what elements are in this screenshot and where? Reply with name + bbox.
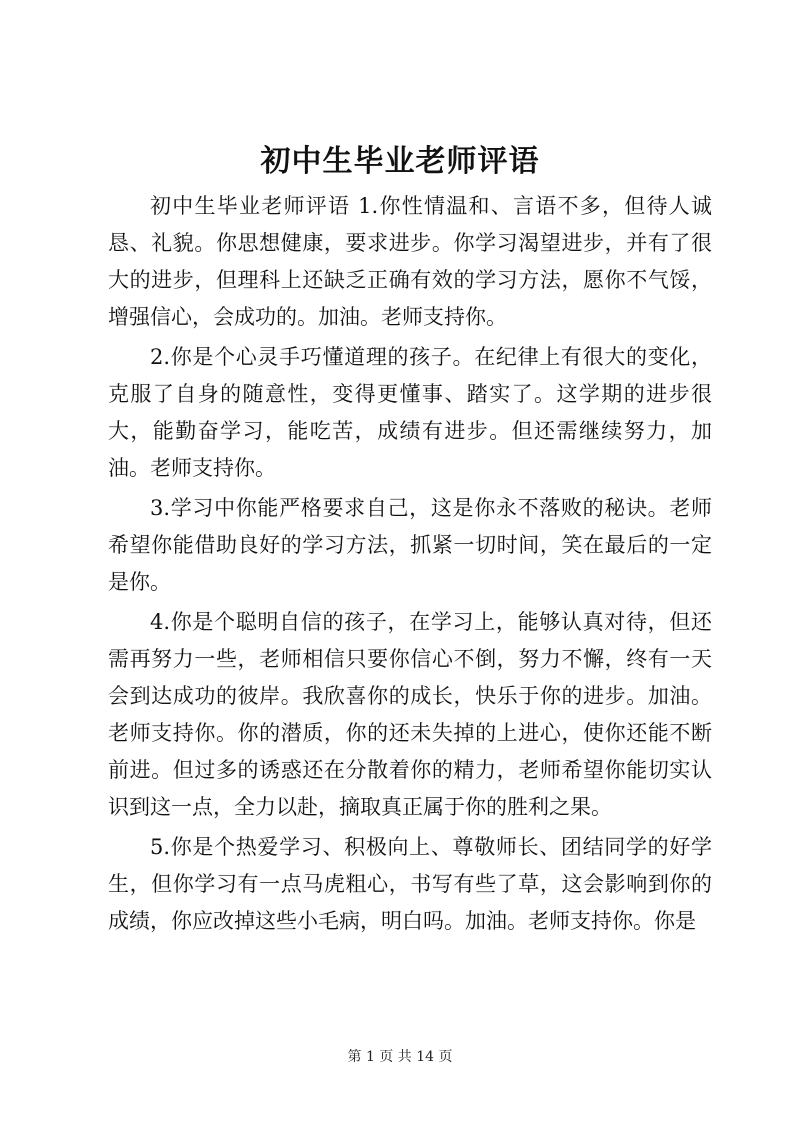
paragraph-5: 5.你是个热爱学习、积极向上、尊敬师长、团结同学的好学生，但你学习有一点马虎粗心，书写有些了草，这会影响到你的成绩，你应改掉这些小毛病，明白吗。加油。老师支持你。你是 xyxy=(108,835,712,933)
page-footer: 第 1 页 共 14 页 xyxy=(347,1049,453,1065)
paragraph-1: 初中生毕业老师评语 1.你性情温和、言语不多，但待人诚恳、礼貌。你思想健康，要求进步。你学习渴望进步，并有了很大的进步，但理科上还缺乏正确有效的学习方法，愿你不气馁，增强信心，会成功的。加油。老师支持你。 xyxy=(108,194,712,329)
paragraph-3: 3.学习中你能严格要求自己，这是你永不落败的秘诀。老师希望你能借助良好的学习方法，抓紧一切时间，笑在最后的一定是你。 xyxy=(108,496,712,594)
document-body xyxy=(108,188,712,943)
page-title: 初中生毕业老师评语 xyxy=(260,144,540,179)
paragraph-2: 2.你是个心灵手巧懂道理的孩子。在纪律上有很大的变化，克服了自身的随意性，变得更懂事、踏实了。这学期的进步很大，能勤奋学习，能吃苦，成绩有进步。但还需继续努力，加油。老师支持你。 xyxy=(108,345,712,480)
paragraph-4: 4.你是个聪明自信的孩子，在学习上，能够认真对待，但还需再努力一些，老师相信只要你信心不倒，努力不懈，终有一天会到达成功的彼岸。我欣喜你的成长，快乐于你的进步。加油。老师支持你。你的潜质，你的还未失掉的上进心，使你还能不断前进。但过多的诱惑还在分散着你的精力，老师希望你能切实认识到这一点，全力以赴，摘取真正属于你的胜利之果。 xyxy=(108,610,712,819)
